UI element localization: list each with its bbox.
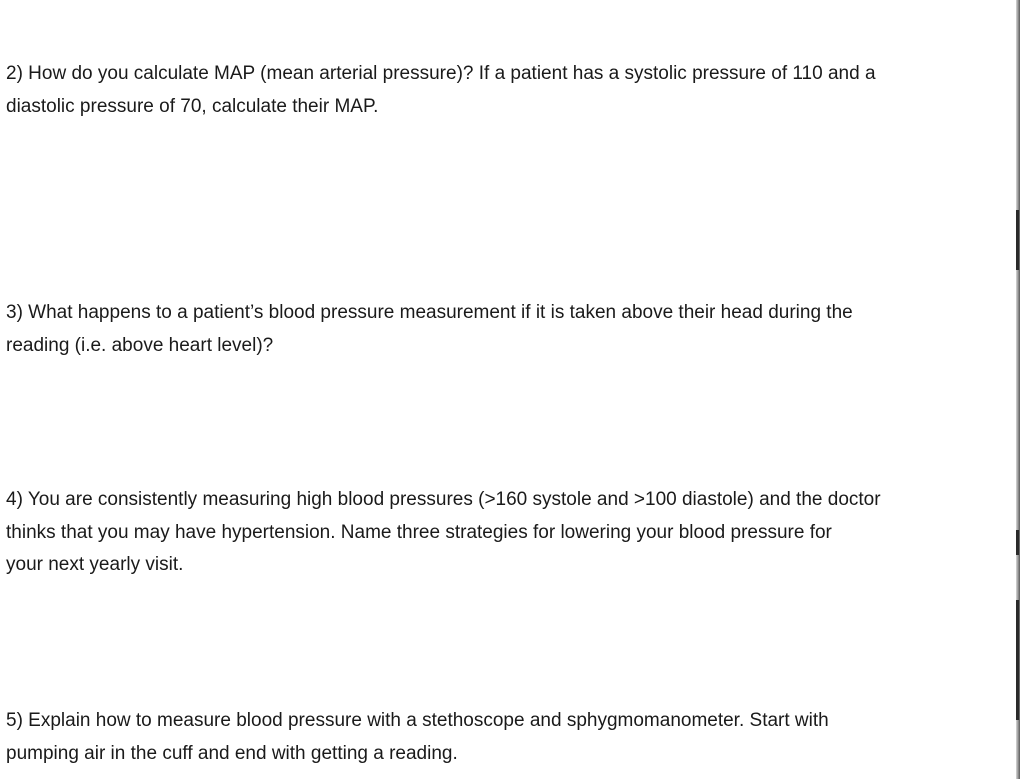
question-3-line-1: 3) What happens to a patient’s blood pressure measurement if it is taken above their head during the (6, 302, 853, 323)
question-4 (6, 484, 996, 582)
question-5 (6, 705, 996, 770)
question-3 (6, 297, 996, 362)
question-4-line-2: thinks that you may have hypertension. Name three strategies for lowering your blood pressure for (6, 521, 832, 543)
question-2 (6, 58, 996, 123)
question-3-line-2: reading (i.e. above heart level)? (6, 334, 274, 356)
question-4-line-3: your next yearly visit. (6, 554, 184, 575)
page-edge-mark (1016, 530, 1019, 555)
question-2-line-1: 2) How do you calculate MAP (mean arterial pressure)? If a patient has a systolic pressure of 110 and a (6, 63, 876, 84)
question-5-line-1: 5) Explain how to measure blood pressure with a stethoscope and sphygmomanometer. Start with (6, 710, 829, 731)
page-edge-mark (1016, 600, 1019, 720)
question-4-line-1: 4) You are consistently measuring high blood pressures (>160 systole and >100 diastole) and the doctor (6, 489, 881, 510)
page-edge-mark (1016, 210, 1019, 270)
question-2-line-2: diastolic pressure of 70, calculate their MAP. (6, 95, 379, 117)
question-5-line-2: pumping air in the cuff and end with getting a reading. (6, 742, 458, 764)
